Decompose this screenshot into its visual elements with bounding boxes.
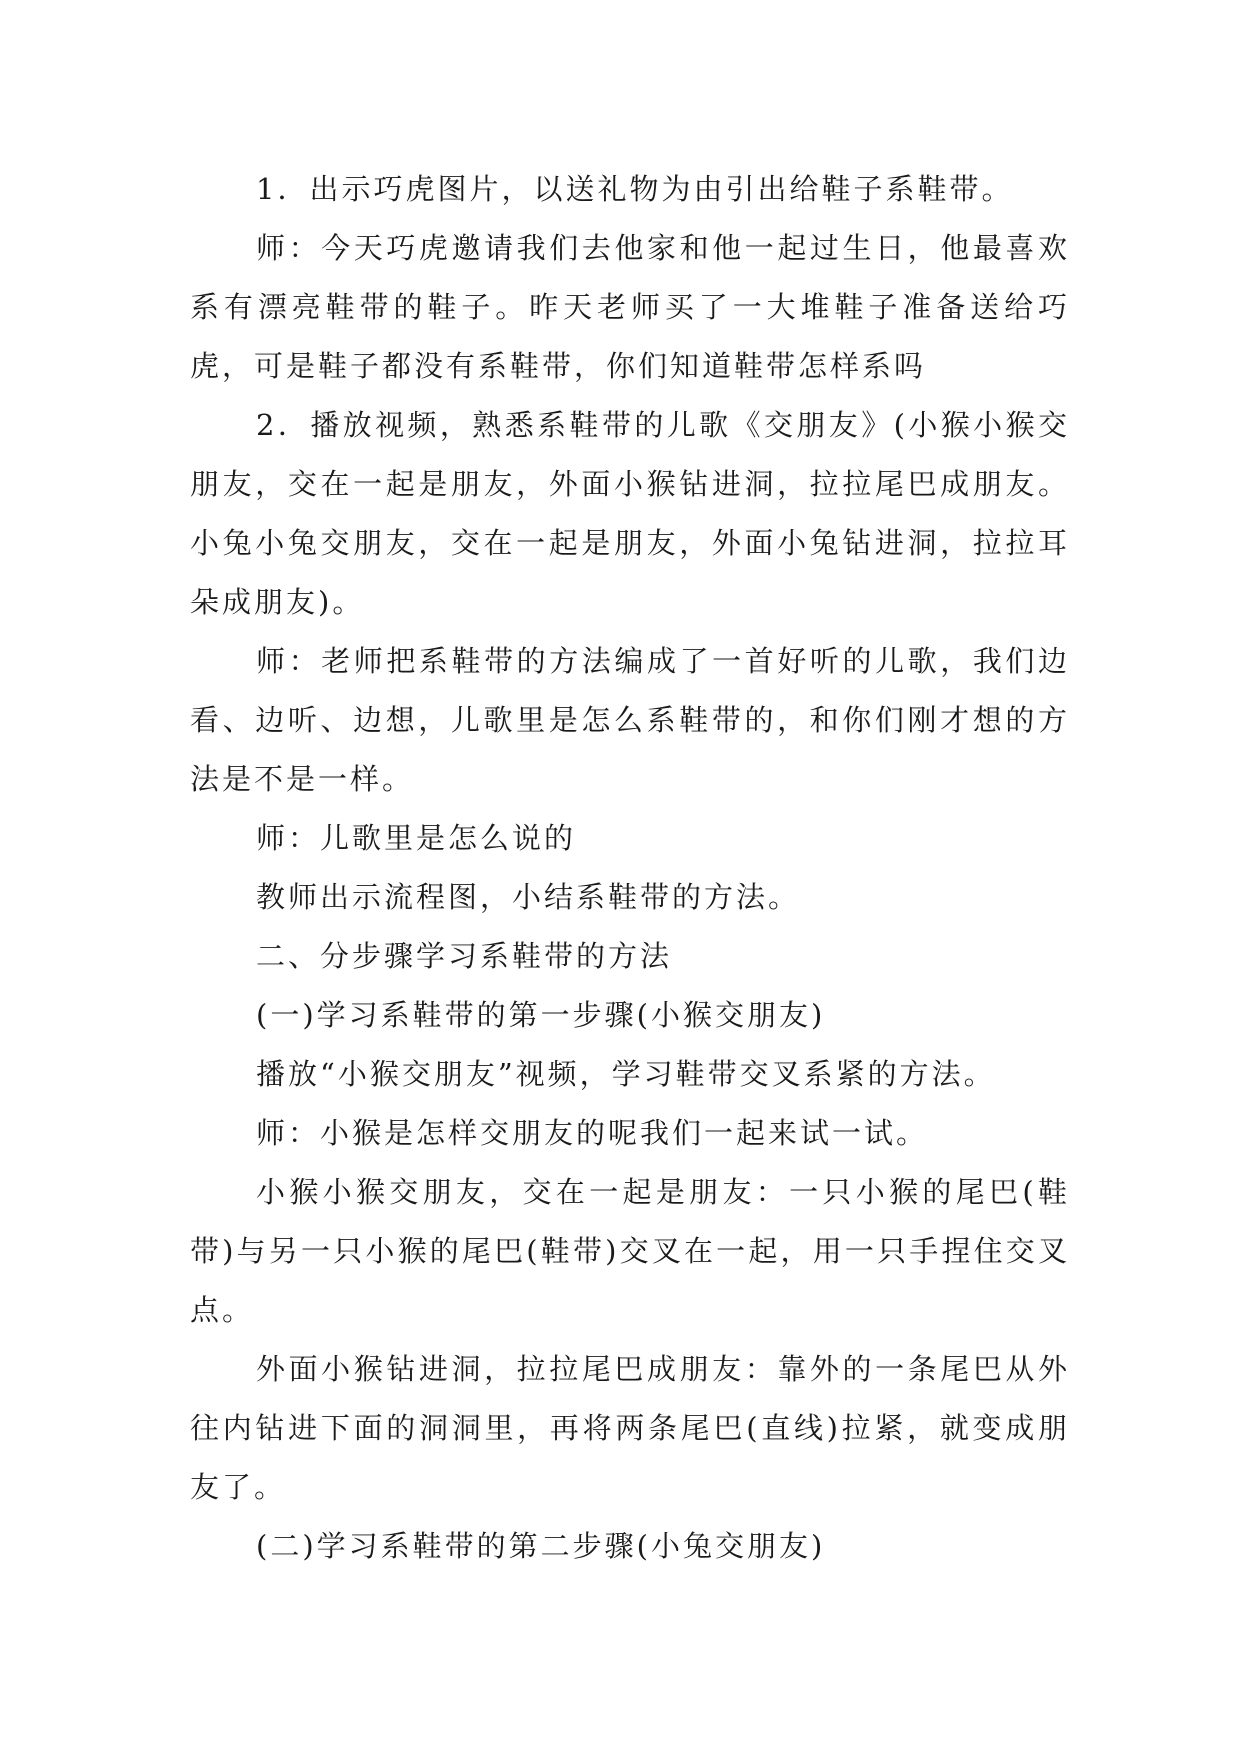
subsection-heading-2: (二)学习系鞋带的第二步骤(小兔交朋友) — [256, 1529, 826, 1563]
paragraph-10: 师：小猴是怎样交朋友的呢我们一起来试一试。 — [256, 1116, 929, 1150]
paragraph-9: 播放“小猴交朋友”视频，学习鞋带交叉系紧的方法。 — [256, 1057, 996, 1091]
paragraph-3: 2．播放视频，熟悉系鞋带的儿歌《交朋友》(小猴小猴交朋友，交在一起是朋友，外面小猴钻进洞，拉拉尾巴成朋友。小兔小兔交朋友，交在一起是朋友，外面小兔钻进洞，拉拉耳朵成朋友)。 — [190, 408, 1070, 619]
paragraph-1: 1．出示巧虎图片，以送礼物为由引出给鞋子系鞋带。 — [256, 172, 1014, 206]
paragraph-4: 师：老师把系鞋带的方法编成了一首好听的儿歌，我们边看、边听、边想，儿歌里是怎么系鞋带的，和你们刚才想的方法是不是一样。 — [190, 644, 1070, 796]
paragraph-2: 师：今天巧虎邀请我们去他家和他一起过生日，他最喜欢系有漂亮鞋带的鞋子。昨天老师买了一大堆鞋子准备送给巧虎，可是鞋子都没有系鞋带，你们知道鞋带怎样系吗 — [190, 231, 1070, 383]
document-body — [190, 160, 1070, 1576]
subsection-heading-1: (一)学习系鞋带的第一步骤(小猴交朋友) — [256, 998, 826, 1032]
section-heading-2: 二、分步骤学习系鞋带的方法 — [256, 939, 673, 973]
paragraph-12: 外面小猴钻进洞，拉拉尾巴成朋友：靠外的一条尾巴从外往内钻进下面的洞洞里，再将两条尾巴(直线)拉紧，就变成朋友了。 — [190, 1352, 1070, 1504]
paragraph-6: 教师出示流程图，小结系鞋带的方法。 — [256, 880, 801, 914]
paragraph-5: 师：儿歌里是怎么说的 — [256, 821, 577, 855]
paragraph-11: 小猴小猴交朋友，交在一起是朋友：一只小猴的尾巴(鞋带)与另一只小猴的尾巴(鞋带)交叉在一起，用一只手捏住交叉点。 — [190, 1175, 1070, 1327]
